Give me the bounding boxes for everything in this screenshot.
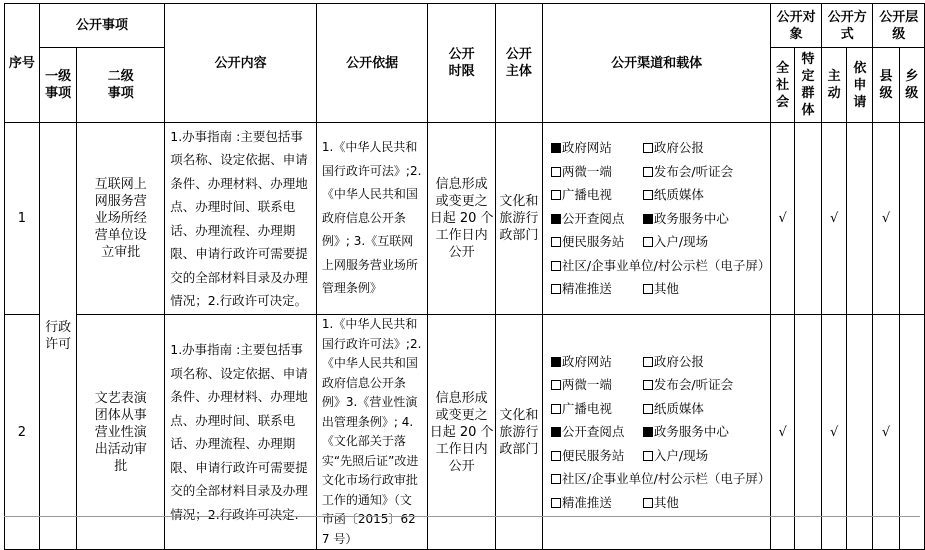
text-line: 会 xyxy=(776,94,790,110)
unchecked-box-icon xyxy=(551,474,561,484)
channel-option xyxy=(551,254,770,278)
text-line: 工作日内 xyxy=(435,441,488,457)
channel-label: 政府公报 xyxy=(653,353,704,369)
unchecked-box-icon xyxy=(551,167,561,177)
text-line: 事项 xyxy=(107,86,134,101)
text-line: 营业性演 xyxy=(94,424,147,440)
channel-label: 政府公报 xyxy=(653,140,704,156)
text-line: 团体从事 xyxy=(94,407,147,423)
channel-row xyxy=(551,373,770,397)
row-content: 1.办事指南 :主要包括事项名称、设定依据、申请条件、办理材料、办理地点、办理时间、联系电话、办理流程、办理期限、申请行政许可需要提交的全部材料目录及办理情况；2.行政许可决定. xyxy=(170,342,308,522)
header-deadline xyxy=(428,4,496,123)
channel-label: 两微一端 xyxy=(561,163,612,179)
channel-label: 发布会/听证会 xyxy=(653,163,734,179)
channel-label: 政府网站 xyxy=(561,353,612,369)
channel-option xyxy=(551,207,643,231)
unchecked-box-icon xyxy=(551,190,561,200)
disclosure-table xyxy=(4,3,925,550)
channel-label: 政务服务中心 xyxy=(653,210,729,226)
text-line: 公开 xyxy=(448,245,475,260)
unchecked-box-icon xyxy=(643,357,653,367)
channel-option xyxy=(551,420,643,444)
text-line: 信息形成 xyxy=(435,177,488,192)
row-level-township xyxy=(899,123,924,315)
channel-option xyxy=(551,277,643,301)
text-line: 公开 xyxy=(505,47,532,62)
channel-row xyxy=(551,444,770,468)
text-line: 文化和 xyxy=(499,194,539,209)
channel-label: 便民服务站 xyxy=(561,234,625,250)
text-line: 日起 20 个 xyxy=(429,211,494,226)
text-line: 动 xyxy=(827,86,841,101)
row-content: 1.办事指南 :主要包括事项名称、设定依据、申请条件、办理材料、办理地点、办理时间、联系电话、办理流程、办理期限、申请行政许可需要提交的全部材料目录及办理情况；2.行政许可决定。 xyxy=(170,128,308,308)
header-basis: 公开依据 xyxy=(316,4,427,123)
channel-label: 公开查阅点 xyxy=(561,210,625,226)
checked-box-icon xyxy=(551,214,561,224)
text-line: 主体 xyxy=(505,64,532,79)
channel-option xyxy=(551,230,643,254)
header-content: 公开内容 xyxy=(165,4,317,123)
page-bottom-rule xyxy=(4,516,920,517)
unchecked-box-icon xyxy=(643,451,653,461)
channel-label: 其他 xyxy=(653,494,679,510)
channel-option xyxy=(551,136,643,160)
row-subject xyxy=(495,123,542,315)
header-channels: 公开渠道和载体 xyxy=(542,4,770,123)
channel-option xyxy=(643,230,735,254)
header-method-apply xyxy=(847,48,873,123)
text-line: 体 xyxy=(801,103,815,118)
header-level-county xyxy=(873,48,899,123)
row-level-county: √ xyxy=(873,123,899,315)
text-line: 公开 xyxy=(448,47,475,62)
text-line: 或变更之 xyxy=(435,194,488,209)
channel-option xyxy=(643,183,735,207)
row-target-all: √ xyxy=(771,123,795,315)
text-line: 营单位设 xyxy=(94,228,147,243)
text-line: 或变更之 xyxy=(435,407,488,423)
channel-option xyxy=(643,397,735,421)
row-target-specific xyxy=(794,315,821,550)
channel-row xyxy=(551,397,770,421)
row-method-active: √ xyxy=(821,315,846,550)
channel-row xyxy=(551,277,770,301)
channel-label: 其他 xyxy=(653,281,679,297)
checked-box-icon xyxy=(551,427,561,437)
row-seq: 1 xyxy=(5,123,40,315)
header-level2 xyxy=(77,48,165,123)
text-line: 乡 xyxy=(905,69,919,84)
channel-option xyxy=(551,350,643,374)
channel-row xyxy=(551,254,770,278)
checked-box-icon xyxy=(551,357,561,367)
unchecked-box-icon xyxy=(551,237,561,247)
header-matter-group: 公开事项 xyxy=(39,4,164,48)
text-line: 主 xyxy=(827,69,841,84)
unchecked-box-icon xyxy=(643,284,653,294)
text-line: 全 xyxy=(776,60,790,76)
text-line: 政部门 xyxy=(499,228,539,243)
channel-option xyxy=(643,420,735,444)
text-line: 行政 xyxy=(45,320,72,335)
unchecked-box-icon xyxy=(551,261,561,271)
text-line: 二级 xyxy=(107,69,134,84)
text-line: 旅游行 xyxy=(499,424,539,440)
unchecked-box-icon xyxy=(643,167,653,177)
channel-option xyxy=(643,207,735,231)
header-target-specific xyxy=(794,48,821,123)
channel-label: 政务服务中心 xyxy=(653,424,729,440)
channel-label: 便民服务站 xyxy=(561,447,625,463)
unchecked-box-icon xyxy=(551,380,561,390)
text-line: 文艺表演 xyxy=(94,390,147,406)
channel-label: 精准推送 xyxy=(561,494,612,510)
channel-option xyxy=(551,491,643,515)
header-target-group: 公开对象 xyxy=(771,4,822,48)
channel-label: 社区/企事业单位/村公示栏（电子屏） xyxy=(561,471,771,487)
unchecked-box-icon xyxy=(643,190,653,200)
channel-row xyxy=(551,207,770,231)
checked-box-icon xyxy=(551,143,561,153)
channel-label: 发布会/听证会 xyxy=(653,377,734,393)
row-channels xyxy=(543,136,770,301)
text-line: 政部门 xyxy=(499,441,539,457)
text-line: 社 xyxy=(776,77,790,93)
channel-label: 两微一端 xyxy=(561,377,612,393)
text-line: 网服务营 xyxy=(94,194,147,209)
channel-option xyxy=(551,373,643,397)
unchecked-box-icon xyxy=(643,143,653,153)
header-subject xyxy=(495,4,542,123)
text-line: 定 xyxy=(801,69,815,84)
channel-option xyxy=(551,444,643,468)
channel-row xyxy=(551,467,770,491)
text-line: 事项 xyxy=(45,86,72,101)
row-method-active: √ xyxy=(821,123,846,315)
row-method-apply xyxy=(847,315,873,550)
channel-option xyxy=(643,277,735,301)
text-line: 批 xyxy=(114,458,128,474)
row-deadline xyxy=(428,315,496,550)
unchecked-box-icon xyxy=(643,404,653,414)
row-seq: 2 xyxy=(5,315,40,550)
channel-label: 社区/企事业单位/村公示栏（电子屏） xyxy=(561,257,771,273)
unchecked-box-icon xyxy=(643,380,653,390)
channel-row xyxy=(551,160,770,184)
channel-option xyxy=(643,160,735,184)
text-line: 依 xyxy=(853,60,867,76)
channel-option xyxy=(551,467,770,491)
text-line: 旅游行 xyxy=(499,211,539,226)
channel-label: 广播电视 xyxy=(561,187,612,203)
text-line: 业场所经 xyxy=(94,211,147,226)
text-line: 县 xyxy=(879,69,893,84)
row-level-township xyxy=(899,315,924,550)
text-line: 请 xyxy=(853,94,867,110)
channel-label: 精准推送 xyxy=(561,281,612,297)
row-level-county: √ xyxy=(873,315,899,550)
channel-option xyxy=(643,373,735,397)
header-method-group: 公开方式 xyxy=(821,4,872,48)
row-basis: 1.《中华人民共和国行政许可法》;2.《中华人民共和国政府信息公开条例》; 3.《互联网上网服务营业场所管理条例》 xyxy=(321,140,422,296)
row-deadline xyxy=(428,123,496,315)
text-line: 特 xyxy=(801,52,815,67)
text-line: 信息形成 xyxy=(435,390,488,406)
header-method-active xyxy=(821,48,846,123)
channel-row xyxy=(551,420,770,444)
channel-label: 纸质媒体 xyxy=(653,400,704,416)
text-line: 时限 xyxy=(448,64,475,79)
level1-value xyxy=(39,123,76,550)
text-line: 公开 xyxy=(448,458,475,474)
channel-label: 纸质媒体 xyxy=(653,187,704,203)
channel-row xyxy=(551,491,770,515)
channel-option xyxy=(643,444,735,468)
text-line: 级 xyxy=(905,86,919,101)
channel-row xyxy=(551,230,770,254)
channel-option xyxy=(643,491,735,515)
header-target-all xyxy=(771,48,795,123)
unchecked-box-icon xyxy=(551,284,561,294)
unchecked-box-icon xyxy=(551,451,561,461)
unchecked-box-icon xyxy=(643,498,653,508)
header-level-township xyxy=(899,48,924,123)
channel-option xyxy=(643,350,735,374)
header-level-group: 公开层级 xyxy=(873,4,925,48)
row-level2 xyxy=(77,123,165,315)
channel-option xyxy=(551,160,643,184)
text-line: 文化和 xyxy=(499,407,539,423)
channel-row xyxy=(551,183,770,207)
checked-box-icon xyxy=(643,427,653,437)
unchecked-box-icon xyxy=(551,404,561,414)
text-line: 许可 xyxy=(45,337,72,352)
row-level2 xyxy=(77,315,165,550)
channel-label: 入户/现场 xyxy=(653,447,709,463)
row-target-specific xyxy=(794,123,821,315)
unchecked-box-icon xyxy=(643,237,653,247)
row-subject xyxy=(495,315,542,550)
unchecked-box-icon xyxy=(551,498,561,508)
channel-label: 入户/现场 xyxy=(653,234,709,250)
text-line: 群 xyxy=(801,86,815,101)
row-channels xyxy=(543,350,770,515)
row-target-all: √ xyxy=(771,315,795,550)
channel-option xyxy=(551,397,643,421)
header-level1 xyxy=(39,48,76,123)
text-line: 一级 xyxy=(45,69,72,84)
text-line: 出活动审 xyxy=(94,441,147,457)
text-line: 工作日内 xyxy=(435,228,488,243)
channel-label: 广播电视 xyxy=(561,400,612,416)
channel-option xyxy=(551,183,643,207)
row-method-apply xyxy=(847,123,873,315)
text-line: 申 xyxy=(853,77,867,93)
row-basis: 1.《中华人民共和国行政许可法》;2.《中华人民共和国政府信息公开条例》3.《营业性演出管理条例》; 4.《文化部关于落实“先照后证”改进文化市场行政审批工作的通知》（文市函〔2015〕627 号） xyxy=(321,317,422,546)
header-seq: 序号 xyxy=(5,4,40,123)
text-line: 立审批 xyxy=(101,245,141,260)
channel-label: 公开查阅点 xyxy=(561,424,625,440)
table-row xyxy=(5,123,925,315)
channel-row xyxy=(551,136,770,160)
channel-row xyxy=(551,350,770,374)
text-line: 级 xyxy=(879,86,893,101)
text-line: 日起 20 个 xyxy=(429,424,494,440)
checked-box-icon xyxy=(643,214,653,224)
table-row xyxy=(5,315,925,550)
channel-option xyxy=(643,136,735,160)
text-line: 互联网上 xyxy=(94,177,147,192)
channel-label: 政府网站 xyxy=(561,140,612,156)
